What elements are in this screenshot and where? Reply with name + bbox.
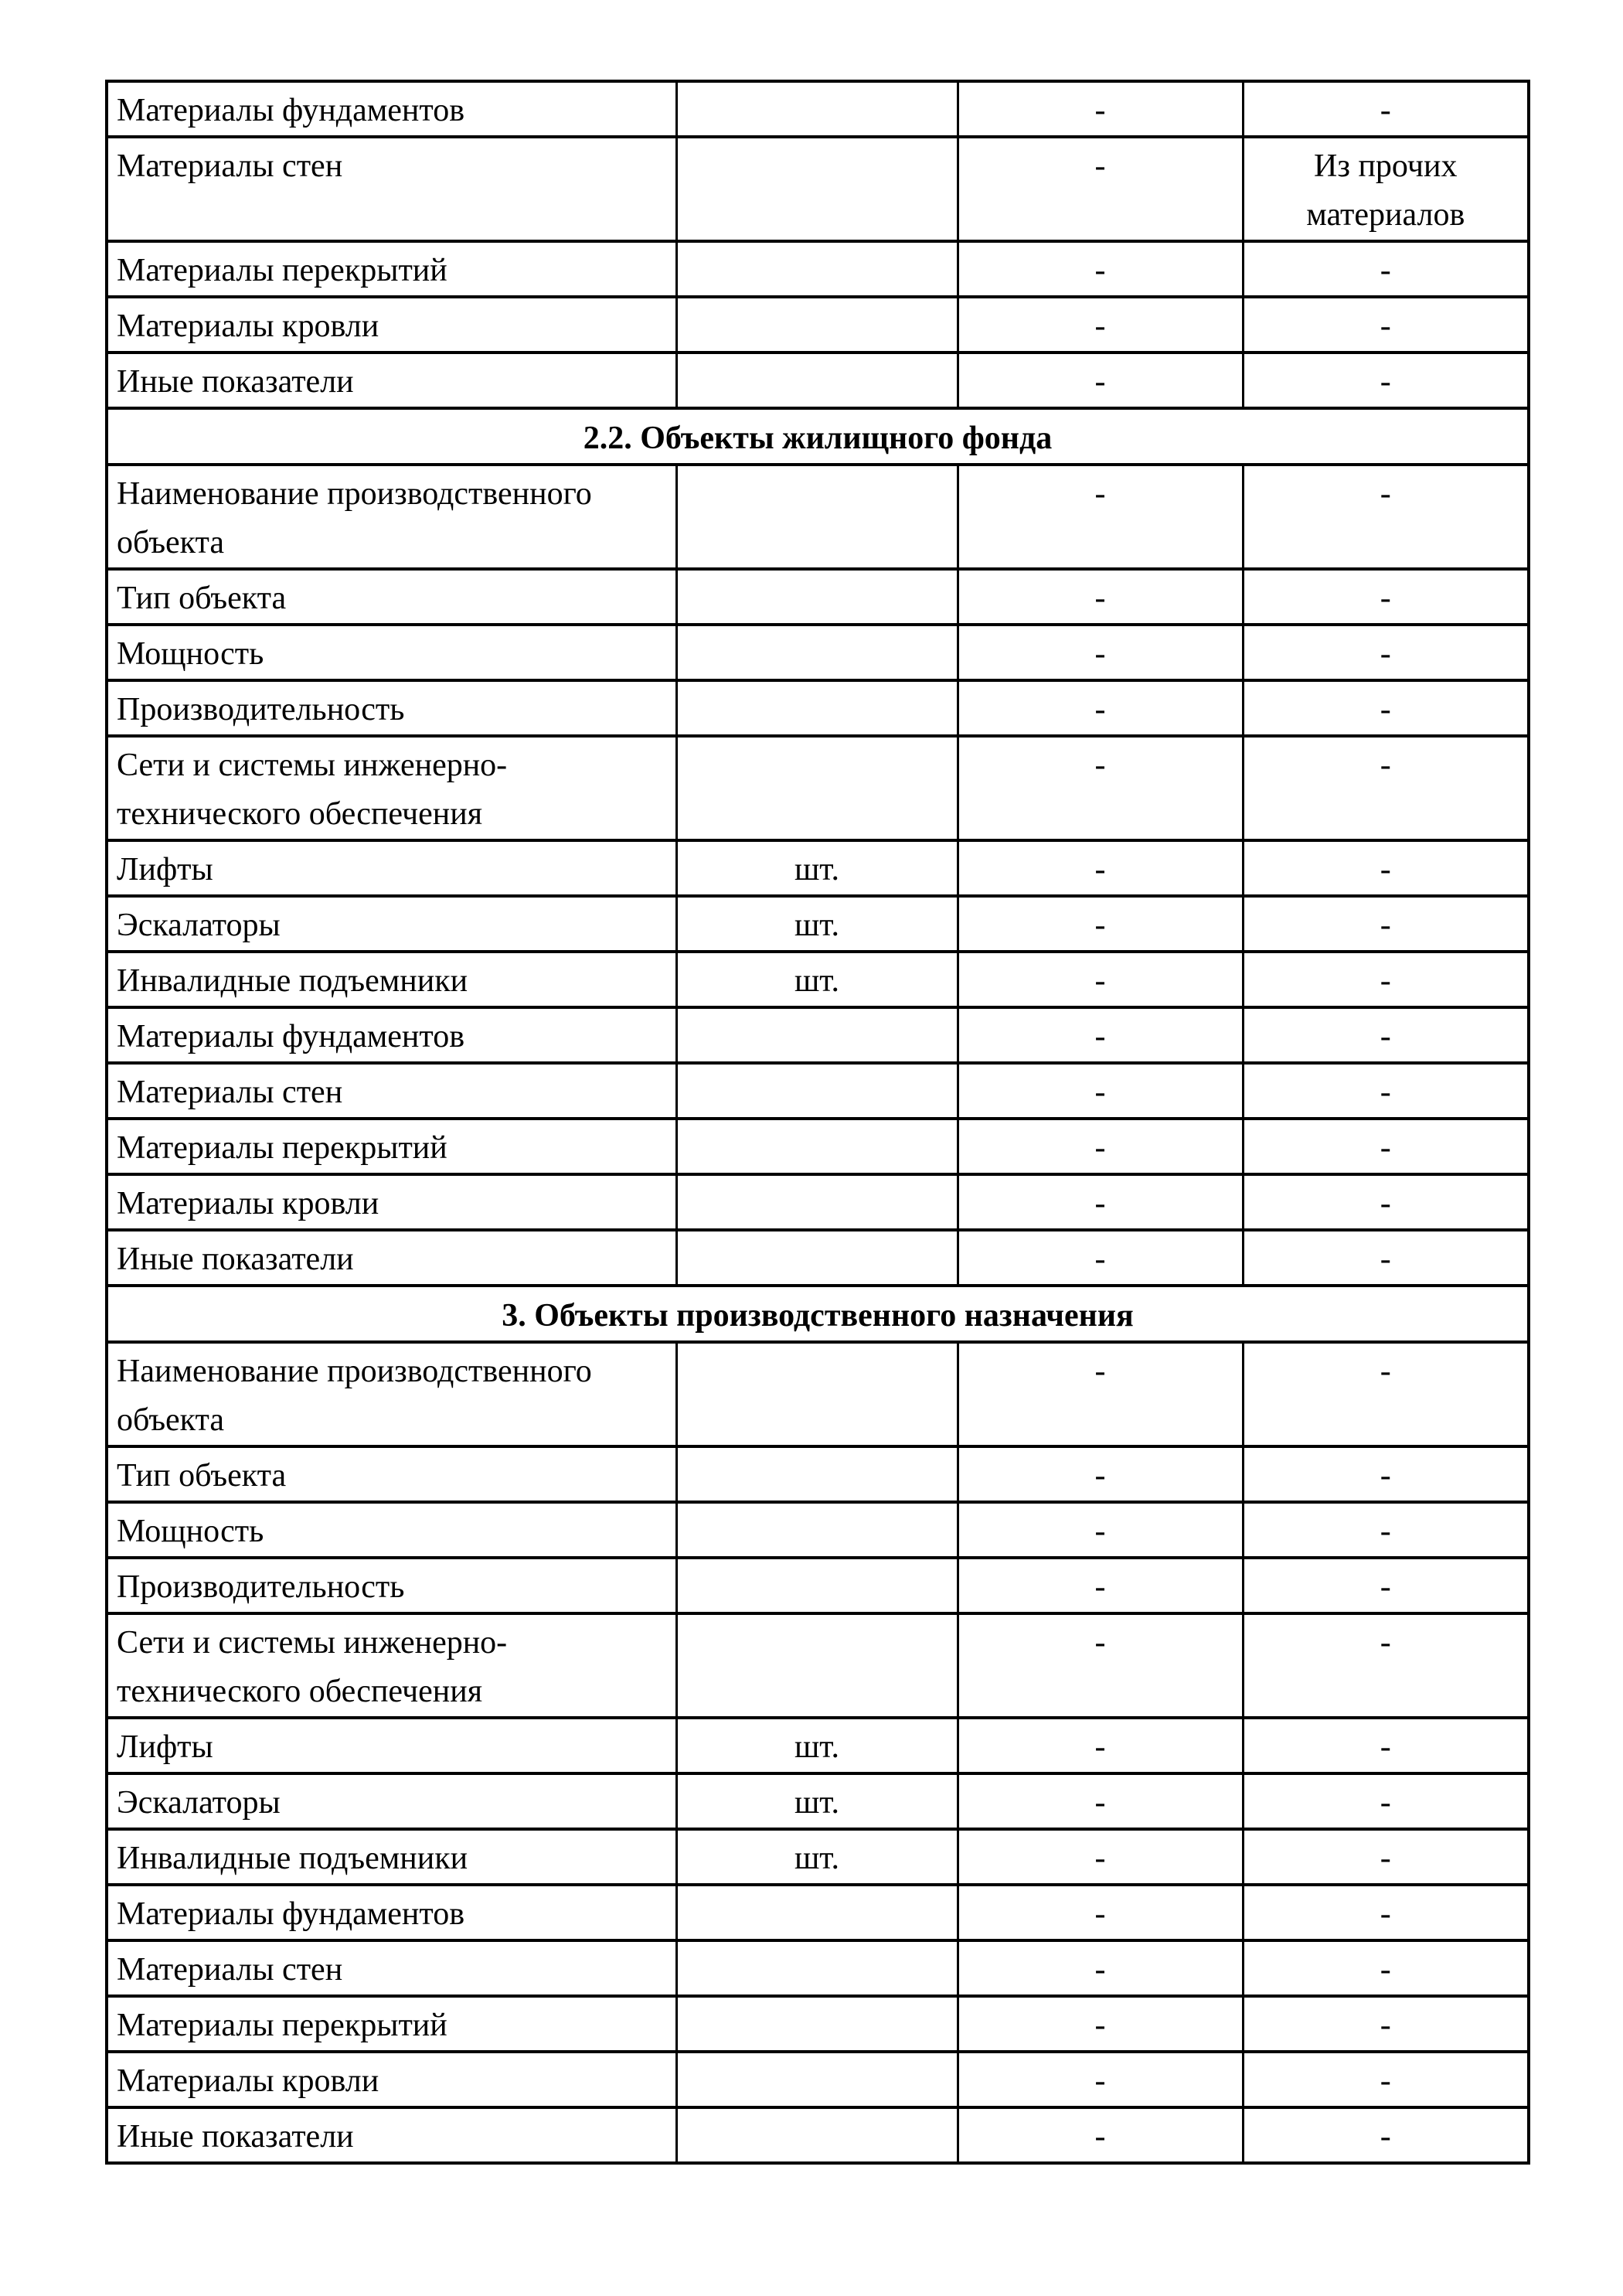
table-row [107,1063,1529,1119]
indicator-label-cell: Иные показатели [107,1230,676,1286]
unit-cell [676,1502,958,1558]
table-row [107,736,1529,840]
table-row [107,1502,1529,1558]
table-row [107,241,1529,297]
unit-cell [676,1613,958,1718]
unit-cell [676,465,958,569]
unit-cell [676,680,958,736]
value-cell: - [1243,465,1529,569]
indicator-label-cell: Эскалаторы [107,1773,676,1829]
value-cell: - [1243,1342,1529,1446]
unit-cell [676,1342,958,1446]
table-row [107,1230,1529,1286]
value-cell: - [958,1119,1243,1174]
table-row [107,1007,1529,1063]
indicator-label-cell: Инвалидные подъемники [107,1829,676,1885]
indicator-label-cell: Мощность [107,1502,676,1558]
value-cell: - [1243,952,1529,1007]
value-cell: - [958,1773,1243,1829]
value-cell: - [1243,2107,1529,2163]
table-row [107,896,1529,952]
table-row [107,2107,1529,2163]
unit-cell [676,1558,958,1613]
indicator-label-cell: Материалы стен [107,1063,676,1119]
value-cell: - [958,896,1243,952]
table-row [107,1996,1529,2052]
table-row [107,1342,1529,1446]
table-row [107,625,1529,680]
unit-cell: шт. [676,1718,958,1773]
value-cell: - [958,353,1243,408]
indicator-label-cell: Мощность [107,625,676,680]
unit-cell [676,2107,958,2163]
table-row [107,952,1529,1007]
value-cell: - [958,840,1243,896]
value-cell: - [958,1230,1243,1286]
unit-cell [676,241,958,297]
unit-cell [676,569,958,625]
value-cell: - [958,1940,1243,1996]
value-cell: - [958,1885,1243,1940]
indicator-label-cell: Иные показатели [107,2107,676,2163]
value-cell: - [1243,680,1529,736]
indicator-label-cell: Материалы фундаментов [107,1007,676,1063]
unit-cell [676,1063,958,1119]
unit-cell [676,137,958,241]
indicator-label-cell: Материалы стен [107,1940,676,1996]
value-cell: - [1243,1773,1529,1829]
indicator-label-cell: Производительность [107,1558,676,1613]
unit-cell [676,1996,958,2052]
value-cell: - [958,1718,1243,1773]
value-cell: - [958,1996,1243,2052]
unit-cell [676,736,958,840]
section-title: 2.2. Объекты жилищного фонда [107,408,1529,465]
value-cell: - [958,241,1243,297]
indicator-label-cell: Материалы стен [107,137,676,241]
value-cell: - [958,1829,1243,1885]
unit-cell [676,1007,958,1063]
table-row [107,569,1529,625]
value-cell: - [958,952,1243,1007]
indicator-label-cell: Производительность [107,680,676,736]
value-cell: - [1243,625,1529,680]
unit-cell: шт. [676,896,958,952]
value-cell: - [1243,1718,1529,1773]
unit-cell [676,1940,958,1996]
value-cell: - [958,1007,1243,1063]
value-cell: - [958,2052,1243,2107]
indicator-label-cell: Сети и системы инженерно-технического обеспечения [107,1613,676,1718]
unit-cell [676,353,958,408]
indicator-label-cell: Эскалаторы [107,896,676,952]
table-row [107,1773,1529,1829]
unit-cell [676,81,958,137]
value-cell: - [1243,81,1529,137]
table-row [107,353,1529,408]
value-cell: - [1243,297,1529,353]
value-cell: - [1243,1230,1529,1286]
unit-cell [676,625,958,680]
unit-cell [676,2052,958,2107]
table-row [107,1446,1529,1502]
unit-cell: шт. [676,840,958,896]
indicator-label-cell: Инвалидные подъемники [107,952,676,1007]
section-header-row [107,1286,1529,1342]
table-row [107,297,1529,353]
value-cell: - [1243,1996,1529,2052]
indicator-label-cell: Наименование производственного объекта [107,1342,676,1446]
indicator-label-cell: Наименование производственного объекта [107,465,676,569]
value-cell: - [1243,1119,1529,1174]
indicator-label-cell: Материалы фундаментов [107,1885,676,1940]
indicator-label-cell: Тип объекта [107,569,676,625]
value-cell: - [1243,2052,1529,2107]
indicator-label-cell: Материалы кровли [107,1174,676,1230]
value-cell: - [1243,1174,1529,1230]
value-cell: - [958,1063,1243,1119]
value-cell: - [958,625,1243,680]
value-cell: - [1243,1502,1529,1558]
value-cell: - [1243,736,1529,840]
value-cell: - [958,736,1243,840]
table-row [107,1174,1529,1230]
value-cell: Из прочих материалов [1243,137,1529,241]
indicator-label-cell: Материалы перекрытий [107,1119,676,1174]
value-cell: - [958,137,1243,241]
value-cell: - [1243,569,1529,625]
table-row [107,2052,1529,2107]
table-row [107,1119,1529,1174]
table-row [107,1829,1529,1885]
value-cell: - [1243,1446,1529,1502]
unit-cell: шт. [676,1829,958,1885]
indicator-label-cell: Сети и системы инженерно-технического обеспечения [107,736,676,840]
section-title: 3. Объекты производственного назначения [107,1286,1529,1342]
value-cell: - [958,465,1243,569]
value-cell: - [1243,1063,1529,1119]
table-row [107,1613,1529,1718]
table-row [107,81,1529,137]
value-cell: - [1243,241,1529,297]
value-cell: - [958,1502,1243,1558]
value-cell: - [958,1558,1243,1613]
value-cell: - [958,81,1243,137]
value-cell: - [1243,1885,1529,1940]
indicator-label-cell: Материалы перекрытий [107,241,676,297]
indicator-label-cell: Материалы перекрытий [107,1996,676,2052]
table-body [107,81,1529,2163]
table-row [107,465,1529,569]
value-cell: - [1243,353,1529,408]
unit-cell [676,1230,958,1286]
value-cell: - [958,1446,1243,1502]
indicator-label-cell: Лифты [107,1718,676,1773]
value-cell: - [1243,1613,1529,1718]
indicator-label-cell: Иные показатели [107,353,676,408]
value-cell: - [958,1613,1243,1718]
indicator-label-cell: Материалы кровли [107,2052,676,2107]
section-header-row [107,408,1529,465]
unit-cell [676,1119,958,1174]
table-row [107,137,1529,241]
unit-cell [676,1885,958,1940]
value-cell: - [1243,896,1529,952]
unit-cell [676,297,958,353]
indicator-label-cell: Тип объекта [107,1446,676,1502]
value-cell: - [1243,1558,1529,1613]
table-row [107,1940,1529,1996]
table-row [107,1718,1529,1773]
indicator-label-cell: Лифты [107,840,676,896]
value-cell: - [958,1342,1243,1446]
table-row [107,1558,1529,1613]
value-cell: - [958,2107,1243,2163]
value-cell: - [958,1174,1243,1230]
value-cell: - [958,569,1243,625]
indicator-label-cell: Материалы фундаментов [107,81,676,137]
value-cell: - [1243,1940,1529,1996]
table-row [107,840,1529,896]
value-cell: - [958,297,1243,353]
indicator-label-cell: Материалы кровли [107,297,676,353]
indicators-table [105,80,1530,2165]
value-cell: - [958,680,1243,736]
value-cell: - [1243,1007,1529,1063]
table-row [107,680,1529,736]
unit-cell: шт. [676,952,958,1007]
table-row [107,1885,1529,1940]
unit-cell: шт. [676,1773,958,1829]
unit-cell [676,1446,958,1502]
value-cell: - [1243,840,1529,896]
unit-cell [676,1174,958,1230]
value-cell: - [1243,1829,1529,1885]
